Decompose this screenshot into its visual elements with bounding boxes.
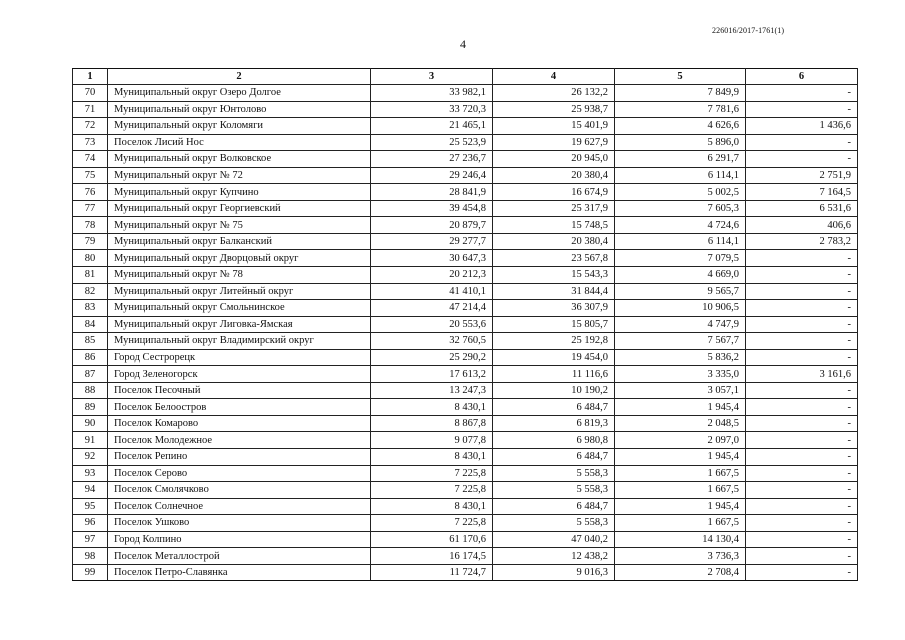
value-cell-3: 27 236,7 (371, 151, 493, 168)
value-cell-6: - (746, 316, 858, 333)
value-cell-4: 15 543,3 (493, 267, 615, 284)
municipality-name-cell: Поселок Солнечное (108, 498, 371, 515)
value-cell-6: - (746, 498, 858, 515)
value-cell-6: - (746, 151, 858, 168)
column-header: 3 (371, 69, 493, 85)
municipality-name-cell: Муниципальный округ № 78 (108, 267, 371, 284)
value-cell-3: 33 982,1 (371, 85, 493, 102)
municipality-name-cell: Муниципальный округ Купчино (108, 184, 371, 201)
table-row (73, 333, 858, 350)
row-number-cell: 99 (73, 564, 108, 581)
row-number-cell: 85 (73, 333, 108, 350)
table-row (73, 415, 858, 432)
value-cell-5: 14 130,4 (615, 531, 746, 548)
municipality-name-cell: Муниципальный округ Лиговка-Ямская (108, 316, 371, 333)
table-row (73, 316, 858, 333)
value-cell-4: 36 307,9 (493, 300, 615, 317)
value-cell-5: 7 849,9 (615, 85, 746, 102)
value-cell-6: - (746, 415, 858, 432)
row-number-cell: 81 (73, 267, 108, 284)
value-cell-5: 2 708,4 (615, 564, 746, 581)
value-cell-5: 2 097,0 (615, 432, 746, 449)
table-row (73, 366, 858, 383)
value-cell-5: 1 667,5 (615, 482, 746, 499)
value-cell-4: 20 945,0 (493, 151, 615, 168)
row-number-cell: 73 (73, 134, 108, 151)
table-row (73, 217, 858, 234)
municipality-name-cell: Муниципальный округ Дворцовый округ (108, 250, 371, 267)
document-id: 226016/2017-1761(1) (712, 26, 785, 35)
row-number-cell: 71 (73, 101, 108, 118)
column-header: 6 (746, 69, 858, 85)
value-cell-4: 15 748,5 (493, 217, 615, 234)
value-cell-3: 39 454,8 (371, 200, 493, 217)
value-cell-3: 13 247,3 (371, 382, 493, 399)
value-cell-6: - (746, 134, 858, 151)
municipality-name-cell: Поселок Комарово (108, 415, 371, 432)
value-cell-6: - (746, 548, 858, 565)
row-number-cell: 78 (73, 217, 108, 234)
value-cell-4: 15 401,9 (493, 118, 615, 135)
value-cell-6: - (746, 283, 858, 300)
value-cell-6: - (746, 85, 858, 102)
row-number-cell: 98 (73, 548, 108, 565)
table-row (73, 151, 858, 168)
municipality-name-cell: Поселок Молодежное (108, 432, 371, 449)
value-cell-3: 9 077,8 (371, 432, 493, 449)
value-cell-3: 8 430,1 (371, 498, 493, 515)
value-cell-4: 25 317,9 (493, 200, 615, 217)
value-cell-3: 20 879,7 (371, 217, 493, 234)
row-number-cell: 97 (73, 531, 108, 548)
value-cell-5: 3 736,3 (615, 548, 746, 565)
value-cell-4: 10 190,2 (493, 382, 615, 399)
table-row (73, 267, 858, 284)
row-number-cell: 92 (73, 449, 108, 466)
value-cell-6: 1 436,6 (746, 118, 858, 135)
value-cell-5: 4 724,6 (615, 217, 746, 234)
row-number-cell: 80 (73, 250, 108, 267)
municipality-name-cell: Муниципальный округ Волковское (108, 151, 371, 168)
value-cell-4: 47 040,2 (493, 531, 615, 548)
row-number-cell: 77 (73, 200, 108, 217)
value-cell-6: - (746, 267, 858, 284)
row-number-cell: 72 (73, 118, 108, 135)
table-row (73, 200, 858, 217)
value-cell-5: 4 747,9 (615, 316, 746, 333)
table-row (73, 85, 858, 102)
value-cell-6: - (746, 101, 858, 118)
value-cell-6: - (746, 382, 858, 399)
value-cell-5: 7 605,3 (615, 200, 746, 217)
value-cell-6: 3 161,6 (746, 366, 858, 383)
value-cell-3: 29 277,7 (371, 233, 493, 250)
row-number-cell: 96 (73, 515, 108, 532)
table-row (73, 101, 858, 118)
table-row (73, 498, 858, 515)
table-row (73, 515, 858, 532)
value-cell-3: 7 225,8 (371, 482, 493, 499)
table-row (73, 300, 858, 317)
row-number-cell: 74 (73, 151, 108, 168)
column-header: 1 (73, 69, 108, 85)
municipality-name-cell: Муниципальный округ Георгиевский (108, 200, 371, 217)
value-cell-5: 9 565,7 (615, 283, 746, 300)
value-cell-4: 12 438,2 (493, 548, 615, 565)
value-cell-6: - (746, 399, 858, 416)
table-row (73, 564, 858, 581)
table-row (73, 233, 858, 250)
page-number: 4 (460, 37, 466, 51)
value-cell-4: 6 980,8 (493, 432, 615, 449)
table-row (73, 465, 858, 482)
value-cell-3: 61 170,6 (371, 531, 493, 548)
value-cell-6: - (746, 531, 858, 548)
municipality-name-cell: Поселок Смолячково (108, 482, 371, 499)
value-cell-3: 28 841,9 (371, 184, 493, 201)
row-number-cell: 84 (73, 316, 108, 333)
value-cell-6: - (746, 449, 858, 466)
municipality-name-cell: Поселок Ушково (108, 515, 371, 532)
value-cell-3: 11 724,7 (371, 564, 493, 581)
value-cell-3: 25 290,2 (371, 349, 493, 366)
table-row (73, 134, 858, 151)
value-cell-4: 5 558,3 (493, 515, 615, 532)
value-cell-5: 2 048,5 (615, 415, 746, 432)
value-cell-4: 23 567,8 (493, 250, 615, 267)
municipality-name-cell: Город Зеленогорск (108, 366, 371, 383)
municipality-name-cell: Муниципальный округ № 72 (108, 167, 371, 184)
municipality-name-cell: Муниципальный округ № 75 (108, 217, 371, 234)
table-row (73, 449, 858, 466)
value-cell-4: 25 938,7 (493, 101, 615, 118)
row-number-cell: 88 (73, 382, 108, 399)
value-cell-6: 406,6 (746, 217, 858, 234)
value-cell-3: 47 214,4 (371, 300, 493, 317)
value-cell-4: 6 484,7 (493, 498, 615, 515)
municipality-name-cell: Город Сестрорецк (108, 349, 371, 366)
municipality-name-cell: Муниципальный округ Юнтолово (108, 101, 371, 118)
value-cell-5: 4 669,0 (615, 267, 746, 284)
value-cell-6: - (746, 515, 858, 532)
budget-table (72, 68, 858, 581)
value-cell-6: - (746, 432, 858, 449)
municipality-name-cell: Поселок Петро-Славянка (108, 564, 371, 581)
value-cell-3: 7 225,8 (371, 515, 493, 532)
value-cell-3: 29 246,4 (371, 167, 493, 184)
value-cell-4: 6 484,7 (493, 399, 615, 416)
column-header: 2 (108, 69, 371, 85)
value-cell-3: 41 410,1 (371, 283, 493, 300)
municipality-name-cell: Муниципальный округ Владимирский округ (108, 333, 371, 350)
municipality-name-cell: Поселок Репино (108, 449, 371, 466)
table-row (73, 548, 858, 565)
value-cell-6: 2 783,2 (746, 233, 858, 250)
value-cell-5: 6 114,1 (615, 233, 746, 250)
value-cell-6: - (746, 349, 858, 366)
table-row (73, 432, 858, 449)
value-cell-5: 1 667,5 (615, 465, 746, 482)
municipality-name-cell: Муниципальный округ Смольнинское (108, 300, 371, 317)
table-row (73, 250, 858, 267)
value-cell-3: 20 553,6 (371, 316, 493, 333)
value-cell-5: 1 945,4 (615, 399, 746, 416)
value-cell-5: 1 945,4 (615, 449, 746, 466)
value-cell-6: 6 531,6 (746, 200, 858, 217)
value-cell-4: 6 819,3 (493, 415, 615, 432)
table-row (73, 382, 858, 399)
value-cell-4: 26 132,2 (493, 85, 615, 102)
value-cell-3: 25 523,9 (371, 134, 493, 151)
value-cell-3: 8 430,1 (371, 399, 493, 416)
row-number-cell: 83 (73, 300, 108, 317)
value-cell-4: 6 484,7 (493, 449, 615, 466)
table-row (73, 531, 858, 548)
value-cell-5: 7 781,6 (615, 101, 746, 118)
value-cell-3: 33 720,3 (371, 101, 493, 118)
value-cell-4: 15 805,7 (493, 316, 615, 333)
value-cell-5: 6 114,1 (615, 167, 746, 184)
table-row (73, 349, 858, 366)
row-number-cell: 70 (73, 85, 108, 102)
value-cell-3: 32 760,5 (371, 333, 493, 350)
municipality-name-cell: Поселок Песочный (108, 382, 371, 399)
value-cell-3: 20 212,3 (371, 267, 493, 284)
row-number-cell: 90 (73, 415, 108, 432)
value-cell-4: 11 116,6 (493, 366, 615, 383)
row-number-cell: 76 (73, 184, 108, 201)
table-body (73, 85, 858, 581)
row-number-cell: 94 (73, 482, 108, 499)
value-cell-4: 20 380,4 (493, 167, 615, 184)
value-cell-5: 10 906,5 (615, 300, 746, 317)
value-cell-3: 21 465,1 (371, 118, 493, 135)
value-cell-6: 2 751,9 (746, 167, 858, 184)
value-cell-6: 7 164,5 (746, 184, 858, 201)
table-row (73, 482, 858, 499)
municipality-name-cell: Муниципальный округ Коломяги (108, 118, 371, 135)
value-cell-5: 1 945,4 (615, 498, 746, 515)
municipality-name-cell: Муниципальный округ Литейный округ (108, 283, 371, 300)
value-cell-5: 7 079,5 (615, 250, 746, 267)
value-cell-5: 5 002,5 (615, 184, 746, 201)
value-cell-6: - (746, 333, 858, 350)
row-number-cell: 93 (73, 465, 108, 482)
value-cell-4: 25 192,8 (493, 333, 615, 350)
value-cell-6: - (746, 482, 858, 499)
value-cell-3: 17 613,2 (371, 366, 493, 383)
value-cell-6: - (746, 250, 858, 267)
value-cell-4: 9 016,3 (493, 564, 615, 581)
value-cell-4: 20 380,4 (493, 233, 615, 250)
value-cell-5: 3 057,1 (615, 382, 746, 399)
row-number-cell: 86 (73, 349, 108, 366)
table-row (73, 167, 858, 184)
value-cell-3: 8 867,8 (371, 415, 493, 432)
value-cell-4: 19 454,0 (493, 349, 615, 366)
municipality-name-cell: Муниципальный округ Балканский (108, 233, 371, 250)
value-cell-5: 5 836,2 (615, 349, 746, 366)
value-cell-4: 5 558,3 (493, 482, 615, 499)
municipality-name-cell: Муниципальный округ Озеро Долгое (108, 85, 371, 102)
row-number-cell: 91 (73, 432, 108, 449)
column-header: 4 (493, 69, 615, 85)
municipality-name-cell: Поселок Белоостров (108, 399, 371, 416)
table-row (73, 283, 858, 300)
value-cell-4: 16 674,9 (493, 184, 615, 201)
column-header: 5 (615, 69, 746, 85)
value-cell-6: - (746, 465, 858, 482)
municipality-name-cell: Поселок Серово (108, 465, 371, 482)
value-cell-5: 7 567,7 (615, 333, 746, 350)
value-cell-4: 31 844,4 (493, 283, 615, 300)
value-cell-3: 7 225,8 (371, 465, 493, 482)
row-number-cell: 95 (73, 498, 108, 515)
value-cell-4: 5 558,3 (493, 465, 615, 482)
municipality-name-cell: Город Колпино (108, 531, 371, 548)
value-cell-3: 16 174,5 (371, 548, 493, 565)
row-number-cell: 87 (73, 366, 108, 383)
municipality-name-cell: Поселок Лисий Нос (108, 134, 371, 151)
value-cell-6: - (746, 300, 858, 317)
value-cell-4: 19 627,9 (493, 134, 615, 151)
value-cell-3: 8 430,1 (371, 449, 493, 466)
value-cell-5: 6 291,7 (615, 151, 746, 168)
row-number-cell: 79 (73, 233, 108, 250)
row-number-cell: 82 (73, 283, 108, 300)
municipality-name-cell: Поселок Металлострой (108, 548, 371, 565)
table-row (73, 184, 858, 201)
table-header-row (73, 69, 858, 85)
value-cell-5: 5 896,0 (615, 134, 746, 151)
row-number-cell: 89 (73, 399, 108, 416)
table-row (73, 399, 858, 416)
value-cell-5: 3 335,0 (615, 366, 746, 383)
table-row (73, 118, 858, 135)
value-cell-6: - (746, 564, 858, 581)
value-cell-5: 1 667,5 (615, 515, 746, 532)
value-cell-5: 4 626,6 (615, 118, 746, 135)
row-number-cell: 75 (73, 167, 108, 184)
value-cell-3: 30 647,3 (371, 250, 493, 267)
